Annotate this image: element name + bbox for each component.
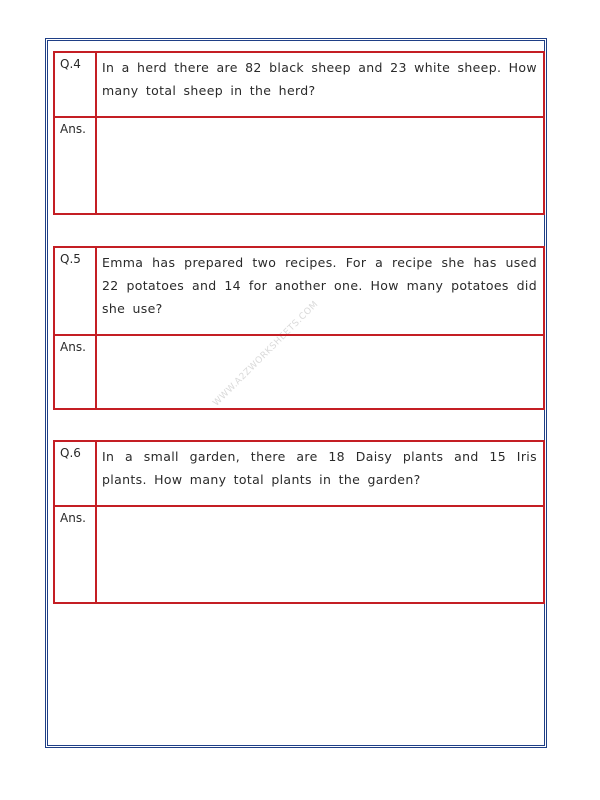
question-text: In a herd there are 82 black sheep and 23 white sheep. How many total sheep in the herd? (102, 60, 537, 98)
answer-row (55, 505, 543, 602)
question-number: Q.4 (55, 53, 97, 116)
question-text: In a small garden, there are 18 Daisy plants and 15 Iris plants. How many total plants in the garden? (102, 449, 537, 487)
answer-space[interactable] (97, 507, 543, 602)
question-number: Q.5 (55, 248, 97, 334)
answer-label: Ans. (55, 336, 97, 408)
question-table-q5 (53, 246, 545, 410)
question-number: Q.6 (55, 442, 97, 505)
question-text: Emma has prepared two recipes. For a recipe she has used 22 potatoes and 14 for another one. How many potatoes did she use? (102, 255, 537, 316)
answer-space[interactable] (97, 336, 543, 408)
question-row (55, 248, 543, 334)
watermark: WWW.A2ZWORKSHEETS.COM (211, 299, 321, 409)
question-table-q6 (53, 440, 545, 604)
question-row (55, 442, 543, 505)
answer-label: Ans. (55, 118, 97, 213)
answer-row (55, 116, 543, 213)
answer-row (55, 334, 543, 408)
question-table-q4 (53, 51, 545, 215)
answer-label: Ans. (55, 507, 97, 602)
question-row (55, 53, 543, 116)
answer-space[interactable] (97, 118, 543, 213)
